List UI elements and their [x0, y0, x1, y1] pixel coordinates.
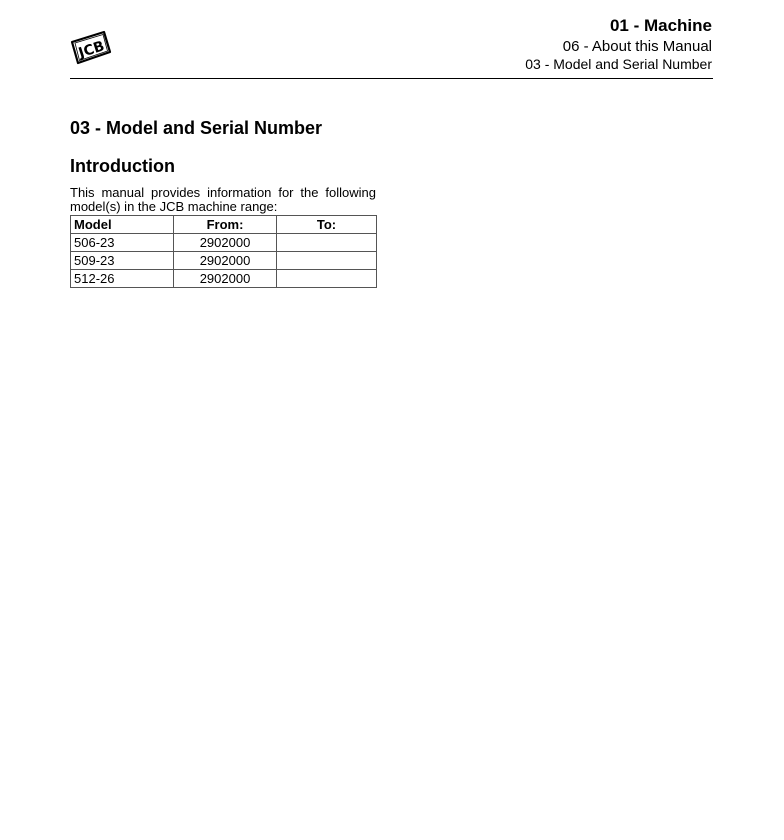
cell-to: [277, 270, 377, 288]
cell-to: [277, 252, 377, 270]
column-header-model: Model: [71, 216, 174, 234]
header-topic: 03 - Model and Serial Number: [525, 56, 712, 72]
model-range-table: [70, 215, 377, 288]
header-section: 06 - About this Manual: [562, 38, 712, 55]
cell-to: [277, 234, 377, 252]
table-header-row: [71, 216, 377, 234]
header-chapter: 01 - Machine: [609, 16, 712, 35]
column-header-to: To:: [277, 216, 377, 234]
cell-from: 2902000: [174, 252, 277, 270]
cell-from: 2902000: [174, 234, 277, 252]
jcb-logo-icon: [70, 30, 112, 66]
page-header: [525, 16, 712, 72]
svg-text:JCB: JCB: [76, 38, 107, 62]
table-row: [71, 252, 377, 270]
cell-model: 512-26: [71, 270, 174, 288]
header-divider: [70, 78, 713, 79]
page-title: 03 - Model and Serial Number: [70, 118, 323, 138]
column-header-from: From:: [174, 216, 277, 234]
table-row: [71, 270, 377, 288]
intro-paragraph: This manual provides information for the following model(s) in the JCB machine range:: [70, 185, 376, 214]
cell-model: 509-23: [71, 252, 174, 270]
table-row: [71, 234, 377, 252]
cell-from: 2902000: [174, 270, 277, 288]
section-heading: Introduction: [70, 156, 175, 176]
cell-model: 506-23: [71, 234, 174, 252]
